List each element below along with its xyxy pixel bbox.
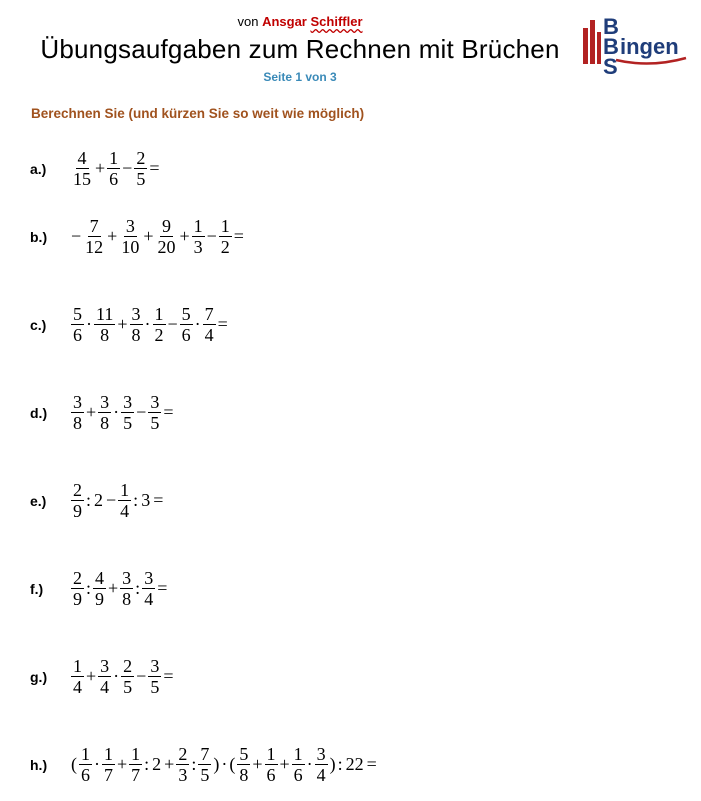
fraction [315,744,328,785]
numerator: 3 [131,304,141,324]
numerator: 1 [220,216,230,236]
numerator: 3 [316,744,326,764]
denominator: 6 [266,765,276,785]
operator: = [163,666,174,686]
numerator: 1 [81,744,90,764]
denominator: 3 [178,765,188,785]
numerator: 1 [131,744,141,764]
operator: ( [71,754,77,774]
operator: : [337,754,343,774]
numerator: 3 [100,392,110,412]
operator: + [252,754,263,774]
operator: · [221,754,228,774]
operator: − [71,226,82,246]
operator: = [153,490,164,510]
fraction [98,656,111,697]
fraction [148,656,161,697]
numerator: 5 [73,304,82,324]
denominator: 2 [220,237,230,257]
task-label: g.) [30,668,48,685]
fraction [219,216,232,257]
task-row [30,392,174,433]
fraction [121,392,134,433]
numerator: 2 [73,480,82,500]
denominator: 5 [200,765,210,785]
denominator: 6 [81,765,90,785]
numerator: 1 [266,744,276,764]
operator: = [233,226,244,246]
operator: · [144,314,151,334]
operator: : [191,754,197,774]
operator: · [86,314,92,334]
operator: ) [213,754,220,774]
denominator: 4 [120,501,130,521]
fraction [71,148,93,189]
numerator: 1 [104,744,113,764]
operator: : [86,490,92,510]
fraction [83,216,105,257]
operator: 3 [141,490,151,510]
denominator: 15 [73,169,91,189]
fraction [79,744,92,785]
fraction [119,216,141,257]
denominator: 3 [193,237,203,257]
numerator: 3 [73,392,82,412]
bbs-bingen-logo [580,14,690,76]
numerator: 11 [96,304,114,324]
operator: + [108,578,119,598]
denominator: 4 [73,677,82,697]
denominator: 5 [150,677,160,697]
logo-letter-3: S [603,54,618,76]
task-expression [70,744,378,785]
task-row [30,568,168,609]
fraction [155,216,177,257]
fraction [192,216,205,257]
operator: + [95,158,106,178]
denominator: 6 [73,325,82,345]
task-expression [70,656,174,697]
fraction [94,304,115,345]
fraction [180,304,193,345]
numerator: 2 [73,568,82,588]
operator: + [107,226,118,246]
operator: · [194,314,201,334]
denominator: 8 [239,765,249,785]
operator: · [306,754,313,774]
operator: : [135,578,141,598]
operator: ) [329,754,336,774]
denominator: 8 [122,589,132,609]
logo-text: ingen [620,34,679,59]
numerator: 5 [239,744,249,764]
fraction [265,744,278,785]
denominator: 10 [121,237,140,257]
numerator: 1 [293,744,303,764]
fraction [142,568,155,609]
numerator: 5 [181,304,191,324]
task-row [30,656,174,697]
task-expression [70,392,174,433]
operator: + [164,754,175,774]
operator: · [113,666,120,686]
task-expression [70,480,164,521]
fraction [121,656,134,697]
operator: − [136,666,147,686]
denominator: 5 [136,169,146,189]
task-label: b.) [30,228,48,245]
task-label: e.) [30,492,47,509]
operator: − [106,490,117,510]
task-expression [70,304,229,345]
numerator: 1 [193,216,203,236]
operator: ( [229,754,236,774]
operator: · [113,402,120,422]
numerator: 1 [120,480,130,500]
instructions: Berechnen Sie (und kürzen Sie so weit wie möglich) [31,106,365,121]
numerator: 1 [73,656,82,676]
denominator: 4 [100,677,110,697]
operator: = [217,314,228,334]
task-label: d.) [30,404,48,421]
task-expression [70,148,160,189]
fraction [134,148,147,189]
denominator: 6 [293,765,303,785]
fraction [102,744,115,785]
numerator: 3 [123,392,133,412]
operator: − [122,158,133,178]
numerator: 7 [200,744,210,764]
operator: 2 [94,490,104,510]
denominator: 8 [73,413,82,433]
denominator: 7 [104,765,113,785]
logo-letter-2: B [603,34,619,59]
denominator: 12 [85,237,104,257]
numerator: 2 [136,148,146,168]
fraction [71,568,84,609]
denominator: 5 [150,413,160,433]
operator: 2 [152,754,162,774]
operator: 22 [345,754,364,774]
operator: + [86,666,97,686]
fraction [292,744,305,785]
fraction [203,304,216,345]
operator: − [136,402,147,422]
operator: : [133,490,139,510]
numerator: 4 [77,148,87,168]
task-expression [70,568,168,609]
numerator: 7 [89,216,99,236]
fraction [71,304,84,345]
denominator: 4 [144,589,154,609]
fraction [120,568,133,609]
operator: − [167,314,178,334]
operator: = [163,402,174,422]
denominator: 5 [123,413,133,433]
task-row [30,216,245,257]
author-line [0,14,600,29]
denominator: 8 [131,325,141,345]
author-prefix: von [237,14,259,29]
fraction [93,568,106,609]
denominator: 4 [316,765,326,785]
numerator: 1 [109,148,119,168]
page-info: Seite 1 von 3 [263,70,337,84]
denominator: 9 [73,501,82,521]
numerator: 3 [144,568,154,588]
operator: : [86,578,92,598]
denominator: 4 [204,325,214,345]
fraction [148,392,161,433]
denominator: 8 [100,413,110,433]
operator: = [149,158,160,178]
operator: : [144,754,150,774]
fraction [118,480,131,521]
numerator: 3 [125,216,135,236]
operator: − [206,226,217,246]
numerator: 3 [122,568,132,588]
task-label: f.) [30,580,44,597]
task-row [30,480,164,521]
numerator: 2 [123,656,133,676]
page-title: Übungsaufgaben zum Rechnen mit Brüchen [40,34,560,64]
denominator: 8 [100,325,110,345]
operator: + [143,226,154,246]
fraction [198,744,211,785]
author-last-name: Schiffler [310,14,363,29]
operator: · [94,754,100,774]
author-first-name: Ansgar [262,14,307,29]
logo-letter-1: B [603,14,619,39]
task-label: h.) [30,756,48,773]
denominator: 20 [157,237,176,257]
task-label: a.) [30,160,47,177]
fraction [176,744,189,785]
fraction [71,392,84,433]
fraction [153,304,166,345]
numerator: 7 [204,304,214,324]
operator: = [366,754,377,774]
denominator: 2 [154,325,164,345]
denominator: 7 [131,765,141,785]
fraction [98,392,111,433]
task-expression [70,216,245,257]
fraction [130,304,143,345]
fraction [71,480,84,521]
task-row [30,304,229,345]
denominator: 9 [95,589,105,609]
fraction [237,744,250,785]
numerator: 4 [95,568,105,588]
operator: = [157,578,168,598]
numerator: 2 [178,744,188,764]
operator: + [179,226,190,246]
fraction [71,656,84,697]
numerator: 3 [150,392,160,412]
denominator: 5 [123,677,133,697]
numerator: 1 [154,304,164,324]
task-label: c.) [30,316,47,333]
denominator: 9 [73,589,82,609]
numerator: 9 [161,216,171,236]
operator: + [279,754,290,774]
operator: + [117,754,128,774]
denominator: 6 [109,169,119,189]
denominator: 6 [181,325,191,345]
task-row [30,148,160,189]
operator: + [86,402,97,422]
numerator: 3 [100,656,110,676]
fraction [129,744,142,785]
fraction [107,148,120,189]
numerator: 3 [150,656,160,676]
operator: + [117,314,128,334]
task-row [30,744,378,785]
